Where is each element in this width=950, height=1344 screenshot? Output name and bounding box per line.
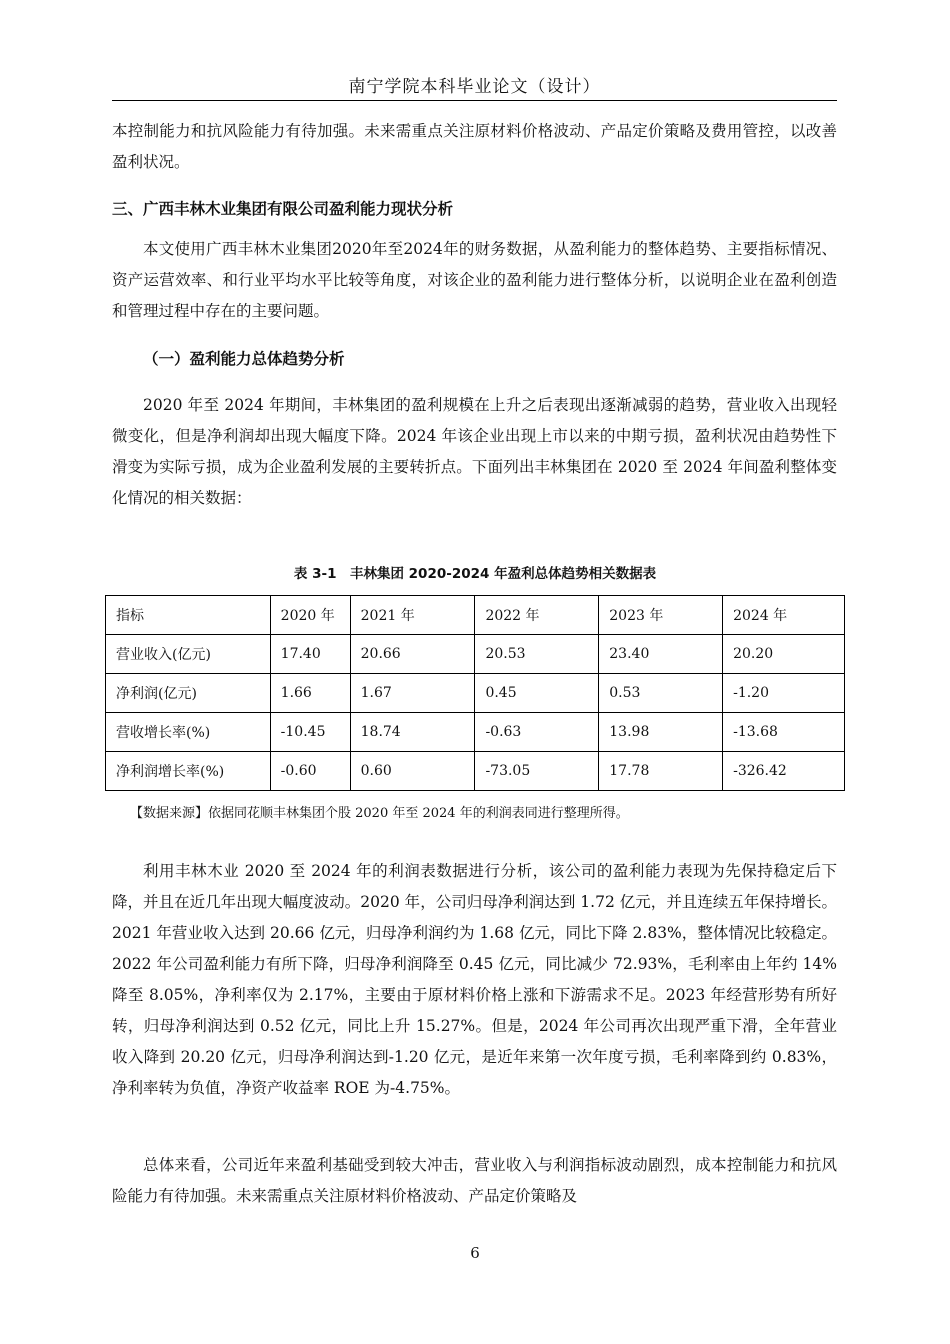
table-cell: 17.40 — [270, 635, 350, 674]
table-row — [106, 713, 845, 752]
table-cell: -326.42 — [723, 752, 845, 791]
table-cell: 13.98 — [599, 713, 723, 752]
table-header-cell: 2021 年 — [350, 596, 475, 635]
table-header-row — [106, 596, 845, 635]
table-cell: -0.60 — [270, 752, 350, 791]
intro-paragraph: 本文使用广西丰林木业集团2020年至2024年的财务数据，从盈利能力的整体趋势、主要指标情况、资产运营效率、和行业平均水平比较等角度，对该企业的盈利能力进行整体分析，以说明企业在盈利创造和管理过程中存在的主要问题。 — [112, 240, 837, 320]
table-cell: 20.20 — [723, 635, 845, 674]
table-row — [106, 752, 845, 791]
table-source-note: 【数据来源】依据同花顺丰林集团个股 2020 年至 2024 年的利润表同进行整理所得。 — [130, 806, 629, 821]
trend-paragraph: 2020 年至 2024 年期间，丰林集团的盈利规模在上升之后表现出逐渐减弱的趋势，营业收入出现轻微变化，但是净利润却出现大幅度下降。2024 年该企业出现上市以来的中期亏损，盈利状况由趋势性下滑变为实际亏损，成为企业盈利发展的主要转折点。下面列出丰林集团在 2020 至 2024 年间盈利整体变化情况的相关数据： — [112, 396, 837, 507]
table-cell: -73.05 — [475, 752, 599, 791]
table-header-cell: 2020 年 — [270, 596, 350, 635]
table-cell: 0.60 — [350, 752, 475, 791]
page-number: 6 — [470, 1244, 480, 1262]
intro-paragraph-block — [112, 234, 837, 327]
table-cell: 营收增长率(%) — [106, 713, 271, 752]
subsection-heading: （一）盈利能力总体趋势分析 — [143, 350, 345, 368]
analysis-paragraph: 利用丰林木业 2020 至 2024 年的利润表数据进行分析，该公司的盈利能力表现为先保持稳定后下降，并且在近几年出现大幅度波动。2020 年，公司归母净利润达到 1.72 亿元，并且连续五年保持增长。2021 年营业收入达到 20.66 亿元，归母净利润约为 1.68 亿元，同比下降 2.83%，整体情况比较稳定。2022 年公司盈利能力有所下降，归母净利润降至 0.45 亿元，同比减少 72.93%，毛利率由上年约 14%降至 8.05%，净利率仅为 2.17%，主要由于原材料价格上涨和下游需求不足。2023 年经营形势有所好转，归母净利润达到 0.52 亿元，同比上升 15.27%。但是，2024 年公司再次出现严重下滑，全年营业收入降到 20.20 亿元，归母净利润达到-1.20 亿元，是近年来第一次年度亏损，毛利率降到约 0.83%，净利率转为负值，净资产收益率 ROE 为-4.75%。 — [112, 862, 837, 1097]
profit-trend-table — [105, 595, 845, 791]
continued-paragraph: 本控制能力和抗风险能力有待加强。未来需重点关注原材料价格波动、产品定价策略及费用管控，以改善盈利状况。 — [112, 122, 837, 171]
table-row — [106, 635, 845, 674]
table-cell: -13.68 — [723, 713, 845, 752]
table-header-cell: 指标 — [106, 596, 271, 635]
table-cell: -1.20 — [723, 674, 845, 713]
analysis-paragraph-block — [112, 856, 837, 1104]
table-cell: 18.74 — [350, 713, 475, 752]
section-heading: 三、广西丰林木业集团有限公司盈利能力现状分析 — [112, 200, 454, 218]
table-cell: 0.45 — [475, 674, 599, 713]
table-cell: 净利润增长率(%) — [106, 752, 271, 791]
table-row — [106, 674, 845, 713]
table-cell: 1.67 — [350, 674, 475, 713]
table-cell: 1.66 — [270, 674, 350, 713]
top-paragraph-block — [112, 116, 837, 178]
table-header-cell: 2023 年 — [599, 596, 723, 635]
table-cell: 20.66 — [350, 635, 475, 674]
summary-paragraph-block — [112, 1150, 837, 1212]
table-cell: -0.63 — [475, 713, 599, 752]
table-cell: 20.53 — [475, 635, 599, 674]
subsection-heading-block — [112, 344, 837, 375]
section-heading-block — [112, 194, 837, 225]
table-header-cell: 2022 年 — [475, 596, 599, 635]
trend-paragraph-block — [112, 390, 837, 514]
table-cell: 净利润(亿元) — [106, 674, 271, 713]
page-header: 南宁学院本科毕业论文（设计） — [348, 77, 601, 97]
table-cell: 23.40 — [599, 635, 723, 674]
summary-paragraph: 总体来看，公司近年来盈利基础受到较大冲击，营业收入与利润指标波动剧烈，成本控制能力和抗风险能力有待加强。未来需重点关注原材料价格波动、产品定价策略及 — [112, 1156, 837, 1205]
table-cell: -10.45 — [270, 713, 350, 752]
table-header-cell: 2024 年 — [723, 596, 845, 635]
table-cell: 17.78 — [599, 752, 723, 791]
header-divider — [112, 100, 837, 101]
table-cell: 营业收入(亿元) — [106, 635, 271, 674]
table-caption: 表 3-1 丰林集团 2020-2024 年盈利总体趋势相关数据表 — [293, 566, 657, 582]
table-cell: 0.53 — [599, 674, 723, 713]
